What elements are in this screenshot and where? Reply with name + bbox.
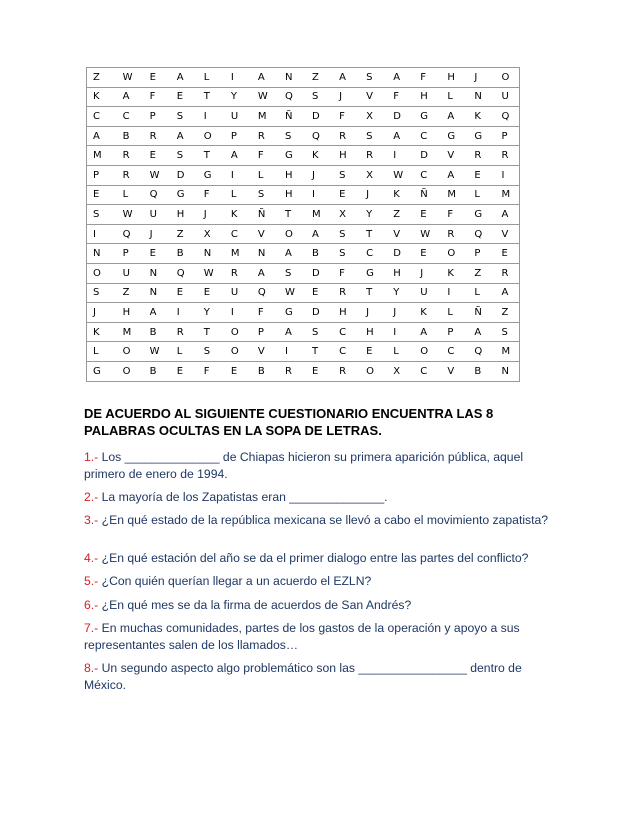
grid-cell: R bbox=[330, 283, 357, 303]
grid-cell: C bbox=[330, 342, 357, 362]
grid-cell: V bbox=[438, 361, 465, 381]
grid-cell: R bbox=[492, 146, 519, 166]
grid-cell: V bbox=[492, 224, 519, 244]
grid-cell: G bbox=[168, 185, 195, 205]
grid-cell: E bbox=[411, 244, 438, 264]
grid-cell: E bbox=[303, 283, 330, 303]
grid-cell: Q bbox=[465, 342, 492, 362]
grid-cell: A bbox=[249, 68, 276, 88]
grid-cell: R bbox=[114, 146, 141, 166]
grid-cell: G bbox=[411, 107, 438, 127]
grid-cell: Z bbox=[168, 224, 195, 244]
grid-cell: Q bbox=[141, 185, 168, 205]
question-number: 8.- bbox=[84, 661, 99, 675]
grid-cell: F bbox=[438, 205, 465, 225]
grid-cell: F bbox=[249, 146, 276, 166]
grid-cell: T bbox=[357, 224, 384, 244]
grid-cell: R bbox=[141, 126, 168, 146]
grid-cell: I bbox=[195, 107, 222, 127]
grid-cell: Ñ bbox=[276, 107, 303, 127]
grid-cell: C bbox=[357, 244, 384, 264]
question-text: ¿En qué estado de la república mexicana se llevó a cabo el movimiento zapatista? bbox=[98, 513, 549, 527]
grid-cell: D bbox=[168, 165, 195, 185]
grid-cell: H bbox=[330, 303, 357, 323]
grid-cell: H bbox=[411, 87, 438, 107]
grid-cell: W bbox=[195, 263, 222, 283]
grid-cell: N bbox=[492, 361, 519, 381]
grid-cell: N bbox=[141, 263, 168, 283]
grid-cell: G bbox=[357, 263, 384, 283]
grid-cell: A bbox=[492, 205, 519, 225]
question-number: 4.- bbox=[84, 551, 99, 565]
grid-cell: R bbox=[492, 263, 519, 283]
grid-cell: P bbox=[465, 244, 492, 264]
grid-cell: L bbox=[465, 283, 492, 303]
grid-cell: N bbox=[465, 87, 492, 107]
grid-cell: Z bbox=[492, 303, 519, 323]
grid-cell: M bbox=[87, 146, 114, 166]
grid-cell: O bbox=[114, 361, 141, 381]
grid-cell: N bbox=[87, 244, 114, 264]
grid-cell: G bbox=[465, 205, 492, 225]
grid-cell: S bbox=[492, 322, 519, 342]
question-1 bbox=[84, 449, 556, 482]
grid-cell: O bbox=[492, 68, 519, 88]
grid-cell: Y bbox=[195, 303, 222, 323]
grid-cell: Q bbox=[249, 283, 276, 303]
grid-cell: F bbox=[384, 87, 411, 107]
grid-row bbox=[87, 263, 520, 283]
grid-cell: U bbox=[222, 283, 249, 303]
grid-cell: B bbox=[141, 322, 168, 342]
grid-cell: K bbox=[438, 263, 465, 283]
grid-row bbox=[87, 224, 520, 244]
grid-row bbox=[87, 322, 520, 342]
grid-cell: V bbox=[357, 87, 384, 107]
instructions-title: DE ACUERDO AL SIGUIENTE CUESTIONARIO ENCUENTRA LAS 8 PALABRAS OCULTAS EN LA SOPA DE LETRAS. bbox=[84, 406, 494, 438]
question-number: 5.- bbox=[84, 574, 99, 588]
grid-cell: J bbox=[411, 263, 438, 283]
grid-cell: B bbox=[465, 361, 492, 381]
grid-cell: E bbox=[87, 185, 114, 205]
grid-cell: S bbox=[249, 185, 276, 205]
grid-cell: P bbox=[87, 165, 114, 185]
grid-row bbox=[87, 283, 520, 303]
grid-cell: A bbox=[330, 68, 357, 88]
grid-cell: I bbox=[276, 342, 303, 362]
grid-cell: A bbox=[276, 244, 303, 264]
grid-cell: I bbox=[87, 224, 114, 244]
grid-cell: V bbox=[249, 224, 276, 244]
grid-cell: O bbox=[114, 342, 141, 362]
grid-cell: L bbox=[384, 342, 411, 362]
grid-cell: K bbox=[411, 303, 438, 323]
grid-row bbox=[87, 244, 520, 264]
grid-cell: S bbox=[87, 283, 114, 303]
grid-cell: J bbox=[357, 185, 384, 205]
grid-cell: C bbox=[114, 107, 141, 127]
grid-cell: U bbox=[222, 107, 249, 127]
grid-cell: C bbox=[222, 224, 249, 244]
grid-cell: S bbox=[357, 126, 384, 146]
grid-cell: K bbox=[87, 87, 114, 107]
grid-cell: H bbox=[276, 185, 303, 205]
grid-cell: E bbox=[168, 361, 195, 381]
grid-cell: I bbox=[303, 185, 330, 205]
grid-cell: Z bbox=[465, 263, 492, 283]
grid-row bbox=[87, 107, 520, 127]
grid-cell: H bbox=[168, 205, 195, 225]
grid-cell: J bbox=[330, 87, 357, 107]
question-number: 1.- bbox=[84, 450, 99, 464]
grid-cell: A bbox=[465, 322, 492, 342]
grid-cell: R bbox=[357, 146, 384, 166]
grid-cell: B bbox=[114, 126, 141, 146]
grid-cell: Z bbox=[303, 68, 330, 88]
grid-cell: A bbox=[114, 87, 141, 107]
grid-cell: P bbox=[114, 244, 141, 264]
grid-cell: S bbox=[330, 165, 357, 185]
grid-cell: R bbox=[330, 361, 357, 381]
grid-cell: P bbox=[438, 322, 465, 342]
grid-cell: S bbox=[330, 224, 357, 244]
question-number: 6.- bbox=[84, 598, 99, 612]
grid-cell: U bbox=[411, 283, 438, 303]
grid-cell: D bbox=[303, 107, 330, 127]
grid-cell: A bbox=[249, 263, 276, 283]
question-text: En muchas comunidades, partes de los gastos de la operación y apoyo a sus representantes salen de los llamados… bbox=[84, 621, 520, 652]
grid-cell: A bbox=[411, 322, 438, 342]
grid-cell: Y bbox=[222, 87, 249, 107]
grid-cell: S bbox=[303, 322, 330, 342]
grid-cell: W bbox=[411, 224, 438, 244]
grid-cell: S bbox=[195, 342, 222, 362]
grid-cell: O bbox=[195, 126, 222, 146]
grid-cell: O bbox=[411, 342, 438, 362]
grid-row bbox=[87, 342, 520, 362]
grid-cell: A bbox=[168, 126, 195, 146]
grid-cell: W bbox=[384, 165, 411, 185]
grid-cell: L bbox=[168, 342, 195, 362]
grid-cell: L bbox=[195, 68, 222, 88]
grid-cell: L bbox=[249, 165, 276, 185]
grid-cell: A bbox=[168, 68, 195, 88]
grid-cell: X bbox=[330, 205, 357, 225]
grid-cell: L bbox=[114, 185, 141, 205]
grid-cell: I bbox=[438, 283, 465, 303]
question-text: Los ______________ de Chiapas hicieron su primera aparición pública, aquel primero de enero de 1994. bbox=[84, 450, 524, 481]
grid-cell: V bbox=[384, 224, 411, 244]
grid-cell: T bbox=[195, 146, 222, 166]
grid-cell: E bbox=[492, 244, 519, 264]
grid-cell: K bbox=[222, 205, 249, 225]
word-search-grid bbox=[86, 67, 520, 382]
grid-cell: F bbox=[141, 87, 168, 107]
grid-cell: E bbox=[465, 165, 492, 185]
grid-cell: D bbox=[411, 146, 438, 166]
grid-cell: A bbox=[87, 126, 114, 146]
grid-cell: K bbox=[87, 322, 114, 342]
question-text: Un segundo aspecto algo problemático son las ________________ dentro de México. bbox=[84, 661, 522, 692]
grid-cell: O bbox=[222, 342, 249, 362]
grid-cell: N bbox=[195, 244, 222, 264]
grid-cell: I bbox=[492, 165, 519, 185]
question-4 bbox=[84, 550, 556, 567]
grid-cell: F bbox=[411, 68, 438, 88]
grid-row bbox=[87, 126, 520, 146]
grid-row bbox=[87, 303, 520, 323]
grid-cell: H bbox=[114, 303, 141, 323]
question-text: ¿En qué mes se da la firma de acuerdos de San Andrés? bbox=[98, 598, 412, 612]
grid-cell: S bbox=[276, 263, 303, 283]
grid-cell: D bbox=[384, 107, 411, 127]
grid-cell: M bbox=[303, 205, 330, 225]
grid-cell: R bbox=[114, 165, 141, 185]
grid-cell: Q bbox=[492, 107, 519, 127]
grid-row bbox=[87, 146, 520, 166]
grid-cell: H bbox=[330, 146, 357, 166]
grid-cell: E bbox=[168, 283, 195, 303]
grid-cell: H bbox=[384, 263, 411, 283]
grid-cell: I bbox=[222, 68, 249, 88]
grid-cell: I bbox=[222, 165, 249, 185]
grid-cell: E bbox=[141, 68, 168, 88]
grid-cell: Z bbox=[114, 283, 141, 303]
grid-cell: I bbox=[222, 303, 249, 323]
grid-cell: E bbox=[222, 361, 249, 381]
grid-cell: E bbox=[330, 185, 357, 205]
grid-cell: W bbox=[276, 283, 303, 303]
question-3 bbox=[84, 512, 556, 529]
grid-cell: M bbox=[222, 244, 249, 264]
question-8 bbox=[84, 660, 556, 693]
grid-cell: G bbox=[465, 126, 492, 146]
grid-cell: X bbox=[357, 165, 384, 185]
grid-cell: P bbox=[249, 322, 276, 342]
grid-cell: D bbox=[303, 263, 330, 283]
grid-cell: A bbox=[384, 68, 411, 88]
grid-cell: K bbox=[303, 146, 330, 166]
grid-cell: A bbox=[384, 126, 411, 146]
grid-cell: H bbox=[438, 68, 465, 88]
grid-cell: O bbox=[438, 244, 465, 264]
question-2 bbox=[84, 489, 556, 506]
grid-cell: Q bbox=[465, 224, 492, 244]
grid-cell: E bbox=[357, 342, 384, 362]
grid-cell: A bbox=[492, 283, 519, 303]
grid-cell: S bbox=[168, 107, 195, 127]
grid-cell: Q bbox=[168, 263, 195, 283]
grid-cell: S bbox=[330, 244, 357, 264]
grid-cell: E bbox=[195, 283, 222, 303]
grid-cell: B bbox=[168, 244, 195, 264]
grid-cell: X bbox=[195, 224, 222, 244]
grid-cell: C bbox=[411, 126, 438, 146]
grid-row bbox=[87, 87, 520, 107]
grid-cell: J bbox=[195, 205, 222, 225]
grid-cell: Ñ bbox=[249, 205, 276, 225]
grid-cell: K bbox=[465, 107, 492, 127]
grid-cell: C bbox=[411, 361, 438, 381]
grid-cell: R bbox=[276, 361, 303, 381]
grid-cell: W bbox=[249, 87, 276, 107]
grid-row bbox=[87, 361, 520, 381]
grid-cell: Ñ bbox=[465, 303, 492, 323]
grid-row bbox=[87, 205, 520, 225]
grid-cell: R bbox=[438, 224, 465, 244]
grid-cell: W bbox=[114, 68, 141, 88]
grid-cell: G bbox=[87, 361, 114, 381]
grid-cell: J bbox=[141, 224, 168, 244]
grid-cell: F bbox=[195, 361, 222, 381]
grid-cell: E bbox=[141, 146, 168, 166]
grid-cell: T bbox=[357, 283, 384, 303]
grid-cell: C bbox=[330, 322, 357, 342]
grid-cell: G bbox=[195, 165, 222, 185]
grid-cell: E bbox=[141, 244, 168, 264]
grid-cell: N bbox=[276, 68, 303, 88]
grid-cell: L bbox=[438, 303, 465, 323]
grid-cell: Y bbox=[357, 205, 384, 225]
question-text: La mayoría de los Zapatistas eran ______________. bbox=[98, 490, 388, 504]
grid-cell: R bbox=[465, 146, 492, 166]
question-7 bbox=[84, 620, 556, 653]
grid-cell: B bbox=[303, 244, 330, 264]
grid-cell: G bbox=[438, 126, 465, 146]
grid-cell: O bbox=[357, 361, 384, 381]
grid-cell: T bbox=[195, 87, 222, 107]
grid-cell: S bbox=[87, 205, 114, 225]
grid-cell: Y bbox=[384, 283, 411, 303]
grid-cell: C bbox=[87, 107, 114, 127]
grid-cell: A bbox=[303, 224, 330, 244]
grid-cell: Z bbox=[87, 68, 114, 88]
grid-cell: V bbox=[438, 146, 465, 166]
grid-cell: D bbox=[303, 303, 330, 323]
grid-cell: A bbox=[141, 303, 168, 323]
grid-cell: M bbox=[438, 185, 465, 205]
grid-cell: N bbox=[249, 244, 276, 264]
grid-cell: C bbox=[411, 165, 438, 185]
question-number: 2.- bbox=[84, 490, 99, 504]
grid-cell: L bbox=[222, 185, 249, 205]
grid-cell: O bbox=[276, 224, 303, 244]
grid-cell: Q bbox=[276, 87, 303, 107]
grid-cell: X bbox=[384, 361, 411, 381]
grid-cell: Z bbox=[384, 205, 411, 225]
grid-cell: H bbox=[357, 322, 384, 342]
grid-cell: M bbox=[114, 322, 141, 342]
grid-cell: L bbox=[438, 87, 465, 107]
grid-cell: R bbox=[330, 126, 357, 146]
grid-cell: C bbox=[438, 342, 465, 362]
grid-cell: J bbox=[384, 303, 411, 323]
grid-cell: L bbox=[465, 185, 492, 205]
grid-cell: F bbox=[249, 303, 276, 323]
grid-cell: Q bbox=[303, 126, 330, 146]
grid-cell: L bbox=[87, 342, 114, 362]
grid-row bbox=[87, 68, 520, 88]
grid-cell: B bbox=[249, 361, 276, 381]
question-text: ¿Con quién querían llegar a un acuerdo el EZLN? bbox=[98, 574, 372, 588]
grid-cell: E bbox=[303, 361, 330, 381]
grid-cell: B bbox=[141, 361, 168, 381]
grid-cell: M bbox=[492, 185, 519, 205]
grid-cell: V bbox=[249, 342, 276, 362]
grid-cell: S bbox=[303, 87, 330, 107]
grid-cell: T bbox=[303, 342, 330, 362]
grid-cell: P bbox=[222, 126, 249, 146]
grid-cell: D bbox=[384, 244, 411, 264]
grid-cell: M bbox=[249, 107, 276, 127]
grid-cell: A bbox=[438, 165, 465, 185]
grid-cell: R bbox=[222, 263, 249, 283]
grid-cell: S bbox=[276, 126, 303, 146]
grid-row bbox=[87, 165, 520, 185]
question-number: 7.- bbox=[84, 621, 99, 635]
question-text: ¿En qué estación del año se da el primer dialogo entre las partes del conflicto? bbox=[98, 551, 529, 565]
grid-cell: U bbox=[492, 87, 519, 107]
grid-cell: W bbox=[114, 205, 141, 225]
grid-cell: J bbox=[303, 165, 330, 185]
grid-row bbox=[87, 185, 520, 205]
grid-cell: A bbox=[438, 107, 465, 127]
grid-cell: P bbox=[492, 126, 519, 146]
grid-cell: X bbox=[357, 107, 384, 127]
grid-cell: P bbox=[141, 107, 168, 127]
grid-cell: T bbox=[276, 205, 303, 225]
grid-cell: J bbox=[87, 303, 114, 323]
grid-cell: S bbox=[168, 146, 195, 166]
grid-cell: R bbox=[168, 322, 195, 342]
grid-cell: F bbox=[330, 263, 357, 283]
grid-cell: I bbox=[384, 322, 411, 342]
grid-cell: J bbox=[357, 303, 384, 323]
grid-cell: S bbox=[357, 68, 384, 88]
grid-cell: O bbox=[87, 263, 114, 283]
grid-cell: E bbox=[411, 205, 438, 225]
grid-cell: G bbox=[276, 146, 303, 166]
grid-cell: K bbox=[384, 185, 411, 205]
grid-cell: G bbox=[276, 303, 303, 323]
grid-cell: J bbox=[465, 68, 492, 88]
grid-cell: T bbox=[195, 322, 222, 342]
grid-cell: W bbox=[141, 342, 168, 362]
question-6 bbox=[84, 597, 556, 614]
grid-cell: E bbox=[168, 87, 195, 107]
grid-cell: I bbox=[168, 303, 195, 323]
question-number: 3.- bbox=[84, 513, 99, 527]
grid-cell: A bbox=[276, 322, 303, 342]
grid-cell: W bbox=[141, 165, 168, 185]
question-5 bbox=[84, 573, 556, 590]
grid-cell: A bbox=[222, 146, 249, 166]
grid-cell: F bbox=[330, 107, 357, 127]
grid-cell: Ñ bbox=[411, 185, 438, 205]
grid-cell: I bbox=[384, 146, 411, 166]
grid-cell: H bbox=[276, 165, 303, 185]
grid-cell: N bbox=[141, 283, 168, 303]
grid-cell: M bbox=[492, 342, 519, 362]
grid-cell: U bbox=[141, 205, 168, 225]
grid-cell: F bbox=[195, 185, 222, 205]
grid-cell: R bbox=[249, 126, 276, 146]
grid-cell: O bbox=[222, 322, 249, 342]
grid-cell: Q bbox=[114, 224, 141, 244]
grid-cell: U bbox=[114, 263, 141, 283]
